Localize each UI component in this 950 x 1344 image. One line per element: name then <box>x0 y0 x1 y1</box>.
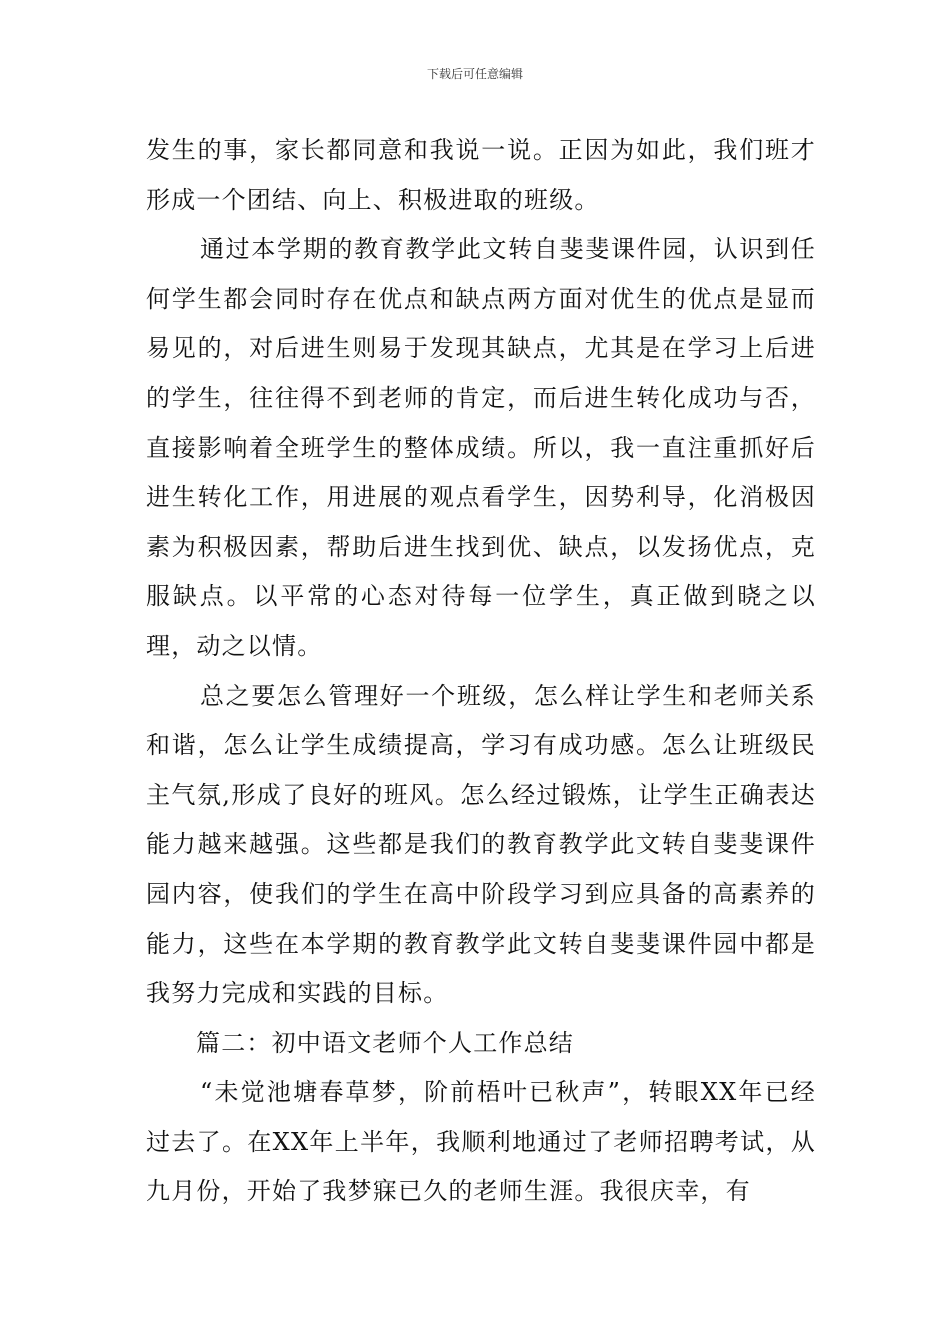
document-body <box>146 126 816 1217</box>
paragraph-continued: 发生的事，家长都同意和我说一说。正因为如此，我们班才形成一个团结、向上、积极进取的班级。 <box>146 136 816 214</box>
paragraph-class-management-summary: 总之要怎么管理好一个班级，怎么样让学生和老师关系和谐，怎么让学生成绩提高，学习有成功感。怎么让班级民主气氛,形成了良好的班风。怎么经过锻炼，让学生正确表达能力越来越强。这些都是我们的教育教学此文转自斐斐课件园内容，使我们的学生在高中阶段学习到应具备的高素养的能力，这些在本学期的教育教学此文转自斐斐课件园中都是我努力完成和实践的目标。 <box>146 681 816 1008</box>
page-header-note: 下载后可任意编辑 <box>426 67 523 81</box>
paragraph-section-opening: “未觉池塘春草梦，阶前梧叶已秋声”，转眼XX年已经过去了。在XX年上半年，我顺利地通过了老师招聘考试，从九月份，开始了我梦寐已久的老师生涯。我很庆幸，有 <box>146 1078 816 1206</box>
section-heading: 篇二：初中语文老师个人工作总结 <box>196 1028 574 1057</box>
paragraph-underperforming-students: 通过本学期的教育教学此文转自斐斐课件园，认识到任何学生都会同时存在优点和缺点两方面对优生的优点是显而易见的，对后进生则易于发现其缺点，尤其是在学习上后进的学生，往往得不到老师的肯定，而后进生转化成功与否，直接影响着全班学生的整体成绩。所以，我一直注重抓好后进生转化工作，用进展的观点看学生，因势利导，化消极因素为积极因素，帮助后进生找到优、缺点，以发扬优点，克服缺点。以平常的心态对待每一位学生，真正做到晓之以理，动之以情。 <box>146 235 816 660</box>
